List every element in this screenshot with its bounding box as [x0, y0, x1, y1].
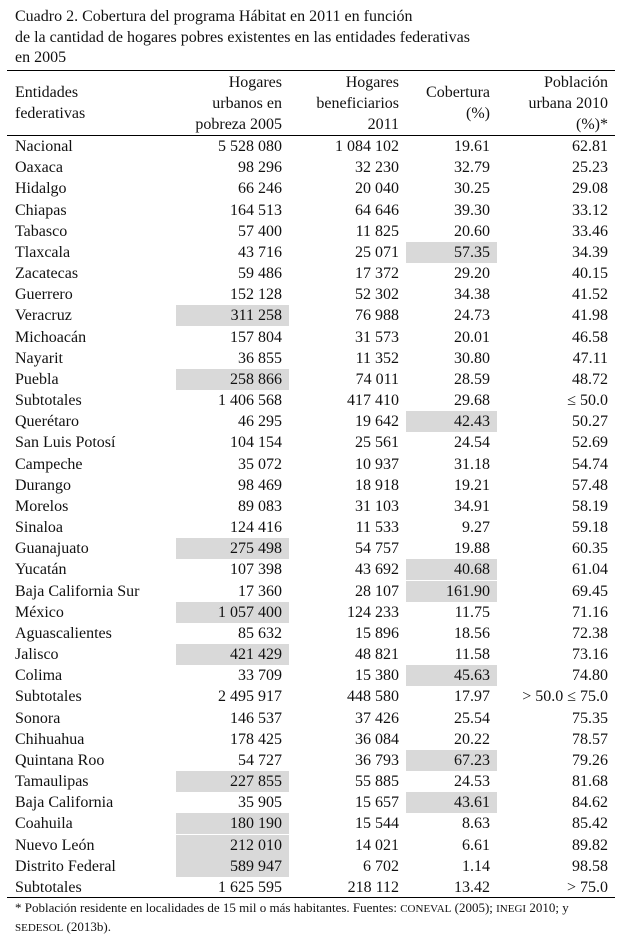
cell-beneficiarios: 218 112 [347, 878, 399, 896]
cell-poblacion: 59.18 [572, 519, 608, 537]
table-row [0, 856, 624, 877]
cell-poblacion: 34.39 [572, 243, 608, 261]
cell-beneficiarios: 54 757 [355, 540, 399, 558]
cell-entidad: Sinaloa [15, 519, 63, 537]
cell-beneficiarios: 15 544 [355, 815, 399, 833]
table-row [0, 178, 624, 199]
cell-beneficiarios: 48 821 [355, 646, 399, 664]
cell-beneficiarios: 32 230 [355, 159, 399, 177]
cell-cobertura: 28.59 [454, 370, 490, 388]
cell-hogares-pobreza: 258 866 [176, 369, 289, 390]
header-cobertura [406, 82, 490, 124]
cell-hogares-pobreza: 124 416 [230, 519, 282, 537]
cell-entidad: Baja California [15, 794, 114, 812]
table-row [0, 602, 624, 623]
table-row [0, 327, 624, 348]
cell-beneficiarios: 15 896 [355, 624, 399, 642]
cell-hogares-pobreza: 107 398 [230, 561, 282, 579]
cell-poblacion: 75.35 [572, 709, 608, 727]
table-row [0, 200, 624, 221]
table-row [0, 644, 624, 665]
cell-cobertura: 20.22 [454, 730, 490, 748]
table-row [0, 771, 624, 792]
caption-line: de la cantidad de hogares pobres existentes en las entidades federativas [15, 28, 470, 46]
cell-cobertura: 45.63 [406, 665, 497, 686]
cell-cobertura: 24.73 [454, 307, 490, 325]
cell-hogares-pobreza: 1 057 400 [176, 602, 289, 623]
cell-hogares-pobreza: 152 128 [230, 286, 282, 304]
table-row [0, 242, 624, 263]
cell-hogares-pobreza: 1 406 568 [218, 392, 282, 410]
cell-poblacion: 72.38 [572, 624, 608, 642]
cell-entidad: Yucatán [15, 561, 67, 579]
cell-beneficiarios: 11 825 [355, 222, 399, 240]
cell-hogares-pobreza: 35 905 [238, 794, 282, 812]
cell-poblacion: 50.27 [572, 413, 608, 431]
cell-entidad: Durango [15, 476, 71, 494]
cell-beneficiarios: 19 642 [355, 413, 399, 431]
cell-poblacion: 57.48 [572, 476, 608, 494]
cell-beneficiarios: 55 885 [355, 773, 399, 791]
table-row [0, 263, 624, 284]
cell-poblacion: 79.26 [572, 751, 608, 769]
cell-entidad: Baja California Sur [15, 582, 140, 600]
caption-line: Cuadro 2. Cobertura del programa Hábitat en 2011 en función [15, 8, 413, 25]
cell-cobertura: 43.61 [406, 792, 497, 813]
subtotal-row [0, 390, 624, 411]
cell-beneficiarios: 52 302 [355, 286, 399, 304]
cell-entidad: Guerrero [15, 286, 73, 304]
cell-hogares-pobreza: 589 947 [176, 856, 289, 877]
cell-entidad: Quintana Roo [15, 751, 105, 769]
cell-poblacion: 54.74 [572, 455, 608, 473]
cell-hogares-pobreza: 227 855 [176, 771, 289, 792]
cell-hogares-pobreza: 178 425 [230, 730, 282, 748]
cell-cobertura: 19.21 [454, 476, 490, 494]
cell-hogares-pobreza: 5 528 080 [218, 138, 282, 155]
header-line: Hogares [345, 74, 399, 91]
footnote [15, 899, 615, 937]
cell-entidad: Nayarit [15, 349, 63, 367]
cell-poblacion: 60.35 [572, 540, 608, 558]
table-row [0, 538, 624, 559]
cell-cobertura: 161.90 [406, 581, 497, 602]
cell-beneficiarios: 14 021 [355, 836, 399, 854]
cell-poblacion: 71.16 [572, 603, 608, 621]
cell-entidad: Morelos [15, 497, 69, 515]
cell-poblacion: ≤ 50.0 [567, 392, 608, 410]
footnote-text: 2010; y [526, 900, 569, 915]
cell-beneficiarios: 18 918 [355, 476, 399, 494]
cell-beneficiarios: 25 561 [355, 434, 399, 452]
cell-cobertura: 40.68 [406, 559, 497, 580]
cell-poblacion: 25.23 [572, 159, 608, 177]
cell-cobertura: 9.27 [462, 519, 490, 537]
cell-cobertura: 24.54 [454, 434, 490, 452]
cell-hogares-pobreza: 36 855 [238, 349, 282, 367]
cell-hogares-pobreza: 98 296 [238, 159, 282, 177]
cell-cobertura: 29.20 [454, 265, 490, 283]
cell-hogares-pobreza: 164 513 [230, 201, 282, 219]
cell-entidad: Coahuila [15, 815, 73, 833]
cell-cobertura: 29.68 [454, 392, 490, 410]
cell-beneficiarios: 1 084 102 [335, 138, 399, 155]
subtotal-row [0, 877, 624, 898]
cell-poblacion: 98.58 [572, 857, 608, 875]
header-line: urbanos en [212, 95, 282, 112]
cell-poblacion: 33.12 [572, 201, 608, 219]
cell-entidad: San Luis Potosí [15, 434, 116, 452]
footnote-text: (2005); [451, 900, 497, 915]
cell-hogares-pobreza: 104 154 [230, 434, 282, 452]
table-row [0, 708, 624, 729]
table-row [0, 750, 624, 771]
cell-entidad: Chihuahua [15, 730, 85, 748]
cell-poblacion: 48.72 [572, 370, 608, 388]
cell-beneficiarios: 11 533 [355, 519, 399, 537]
cell-cobertura: 30.25 [454, 180, 490, 198]
header-line: (%) [466, 105, 490, 122]
cell-entidad: Guanajuato [15, 540, 89, 558]
header-line: Población [544, 74, 608, 91]
cell-entidad: Michoacán [15, 328, 87, 346]
cell-beneficiarios: 417 410 [347, 392, 399, 410]
cell-entidad: Tabasco [15, 222, 68, 240]
header-line: Hogares [228, 74, 282, 91]
table-row [0, 284, 624, 305]
table-row [0, 369, 624, 390]
table-row [0, 835, 624, 856]
cell-poblacion: 46.58 [572, 328, 608, 346]
cell-hogares-pobreza: 275 498 [176, 538, 289, 559]
cell-cobertura: 32.79 [454, 159, 490, 177]
cell-cobertura: 17.97 [454, 688, 490, 706]
top-rule [7, 70, 615, 71]
cell-poblacion: 41.52 [572, 286, 608, 304]
table-row [0, 729, 624, 750]
cell-hogares-pobreza: 54 727 [238, 751, 282, 769]
cell-poblacion: 40.15 [572, 265, 608, 283]
cell-entidad: Tamaulipas [15, 773, 89, 791]
cell-poblacion: 58.19 [572, 497, 608, 515]
cell-cobertura: 57.35 [406, 242, 497, 263]
cell-entidad: Tlaxcala [15, 243, 71, 261]
header-line: (%)* [576, 116, 608, 133]
cell-entidad: Nacional [15, 138, 73, 155]
cell-entidad: Hidalgo [15, 180, 67, 198]
cell-beneficiarios: 31 103 [355, 497, 399, 515]
cell-beneficiarios: 43 692 [355, 561, 399, 579]
header-line: federativas [15, 105, 86, 122]
cell-hogares-pobreza: 311 258 [176, 305, 289, 326]
cell-poblacion: 61.04 [572, 561, 608, 579]
cell-hogares-pobreza: 43 716 [238, 243, 282, 261]
cell-poblacion: 73.16 [572, 646, 608, 664]
cell-cobertura: 11.58 [454, 646, 490, 664]
cell-hogares-pobreza: 212 010 [176, 835, 289, 856]
cell-hogares-pobreza: 98 469 [238, 476, 282, 494]
table-row [0, 517, 624, 538]
cell-cobertura: 6.61 [462, 836, 490, 854]
cell-hogares-pobreza: 59 486 [238, 265, 282, 283]
table-row [0, 665, 624, 686]
table-row [0, 813, 624, 834]
cell-hogares-pobreza: 66 246 [238, 180, 282, 198]
table-row [0, 792, 624, 813]
header-line: Cobertura [426, 84, 490, 101]
cell-hogares-pobreza: 146 537 [230, 709, 282, 727]
table-row [0, 157, 624, 178]
footnote-source: CONEVAL [400, 903, 452, 915]
table-row [0, 475, 624, 496]
header-beneficiarios [290, 72, 399, 135]
cell-hogares-pobreza: 180 190 [176, 813, 289, 834]
cell-beneficiarios: 28 107 [355, 582, 399, 600]
cell-poblacion: 84.62 [572, 794, 608, 812]
table-row [0, 581, 624, 602]
cell-entidad: Subtotales [15, 688, 82, 706]
cell-cobertura: 11.75 [454, 603, 490, 621]
cell-poblacion: 29.08 [572, 180, 608, 198]
cell-poblacion: 62.81 [572, 138, 608, 155]
cell-cobertura: 34.38 [454, 286, 490, 304]
cell-cobertura: 67.23 [406, 750, 497, 771]
cell-beneficiarios: 36 084 [355, 730, 399, 748]
cell-poblacion: 33.46 [572, 222, 608, 240]
cell-cobertura: 34.91 [454, 497, 490, 515]
cell-beneficiarios: 11 352 [355, 349, 399, 367]
cell-cobertura: 19.88 [454, 540, 490, 558]
cell-cobertura: 8.63 [462, 815, 490, 833]
table-row [0, 411, 624, 432]
cell-entidad: Subtotales [15, 878, 82, 896]
cell-cobertura: 25.54 [454, 709, 490, 727]
cell-beneficiarios: 64 646 [355, 201, 399, 219]
table-row [0, 559, 624, 580]
cell-poblacion: > 50.0 ≤ 75.0 [522, 688, 608, 706]
cell-hogares-pobreza: 421 429 [176, 644, 289, 665]
cell-cobertura: 20.01 [454, 328, 490, 346]
footnote-text: * Población residente en localidades de 15 mil o más habitantes. Fuentes: [15, 900, 401, 915]
cell-cobertura: 39.30 [454, 201, 490, 219]
cell-entidad: Aguascalientes [15, 624, 112, 642]
cell-poblacion: 52.69 [572, 434, 608, 452]
cell-entidad: Campeche [15, 455, 83, 473]
table-row [0, 432, 624, 453]
footnote-source: SEDESOL [15, 922, 64, 934]
cell-entidad: Zacatecas [15, 265, 79, 283]
table-row [0, 136, 624, 157]
header-hogares-pobreza [150, 72, 282, 135]
footnote-source: INEGI [496, 903, 527, 915]
cell-poblacion: 47.11 [572, 349, 608, 367]
cell-beneficiarios: 17 372 [355, 265, 399, 283]
cell-entidad: Querétaro [15, 413, 79, 431]
cell-poblacion: 81.68 [572, 773, 608, 791]
cell-beneficiarios: 15 657 [355, 794, 399, 812]
table-caption [15, 7, 470, 69]
cell-poblacion: 69.45 [572, 582, 608, 600]
cell-hogares-pobreza: 35 072 [238, 455, 282, 473]
cell-beneficiarios: 124 233 [347, 603, 399, 621]
cell-hogares-pobreza: 1 625 595 [218, 878, 282, 896]
cell-hogares-pobreza: 33 709 [238, 667, 282, 685]
cell-beneficiarios: 10 937 [355, 455, 399, 473]
cell-entidad: Nuevo León [15, 836, 95, 854]
cell-cobertura: 19.61 [454, 138, 490, 155]
cell-entidad: Distrito Federal [15, 857, 116, 875]
table-row [0, 348, 624, 369]
footnote-text: (2013b). [63, 919, 111, 934]
cell-hogares-pobreza: 89 083 [238, 497, 282, 515]
table-row [0, 305, 624, 326]
bottom-rule [7, 897, 615, 898]
table-row [0, 623, 624, 644]
cell-hogares-pobreza: 85 632 [238, 624, 282, 642]
cell-cobertura: 30.80 [454, 349, 490, 367]
cell-entidad: Oaxaca [15, 159, 63, 177]
caption-line: en 2005 [15, 49, 67, 66]
cell-poblacion: 85.42 [572, 815, 608, 833]
cell-poblacion: 74.80 [572, 667, 608, 685]
header-line: 2011 [367, 116, 399, 133]
header-line: beneficiarios [316, 95, 399, 112]
cell-entidad: Subtotales [15, 392, 82, 410]
cell-cobertura: 42.43 [406, 411, 497, 432]
cell-poblacion: 41.98 [572, 307, 608, 325]
table-row [0, 496, 624, 517]
cell-beneficiarios: 20 040 [355, 180, 399, 198]
cell-entidad: Veracruz [15, 307, 72, 325]
cell-entidad: Sonora [15, 709, 61, 727]
cell-cobertura: 31.18 [454, 455, 490, 473]
cell-hogares-pobreza: 17 360 [238, 582, 282, 600]
cell-entidad: México [15, 603, 64, 621]
cell-entidad: Jalisco [15, 646, 59, 664]
table-row [0, 454, 624, 475]
cell-cobertura: 20.60 [454, 222, 490, 240]
cell-poblacion: > 75.0 [566, 878, 608, 896]
cell-hogares-pobreza: 57 400 [238, 222, 282, 240]
cell-cobertura: 13.42 [454, 878, 490, 896]
cell-entidad: Puebla [15, 370, 59, 388]
subtotal-row [0, 686, 624, 707]
cell-beneficiarios: 76 988 [355, 307, 399, 325]
cell-beneficiarios: 37 426 [355, 709, 399, 727]
cell-cobertura: 24.53 [454, 773, 490, 791]
cell-hogares-pobreza: 2 495 917 [218, 688, 282, 706]
cell-beneficiarios: 6 702 [363, 857, 399, 875]
cell-entidad: Chiapas [15, 201, 67, 219]
cell-hogares-pobreza: 46 295 [238, 413, 282, 431]
cell-beneficiarios: 36 793 [355, 751, 399, 769]
cell-beneficiarios: 31 573 [355, 328, 399, 346]
header-line: Entidades [15, 84, 79, 101]
cell-hogares-pobreza: 157 804 [230, 328, 282, 346]
cell-poblacion: 89.82 [572, 836, 608, 854]
cell-beneficiarios: 448 580 [347, 688, 399, 706]
header-line: urbana 2010 [528, 95, 608, 112]
cell-cobertura: 1.14 [462, 857, 490, 875]
header-entidades [15, 82, 85, 124]
cell-beneficiarios: 15 380 [355, 667, 399, 685]
header-poblacion [500, 72, 608, 135]
table-row [0, 221, 624, 242]
cell-beneficiarios: 25 071 [355, 243, 399, 261]
cell-entidad: Colima [15, 667, 63, 685]
cell-beneficiarios: 74 011 [355, 370, 399, 388]
header-line: pobreza 2005 [195, 116, 282, 133]
cell-poblacion: 78.57 [572, 730, 608, 748]
cell-cobertura: 18.56 [454, 624, 490, 642]
